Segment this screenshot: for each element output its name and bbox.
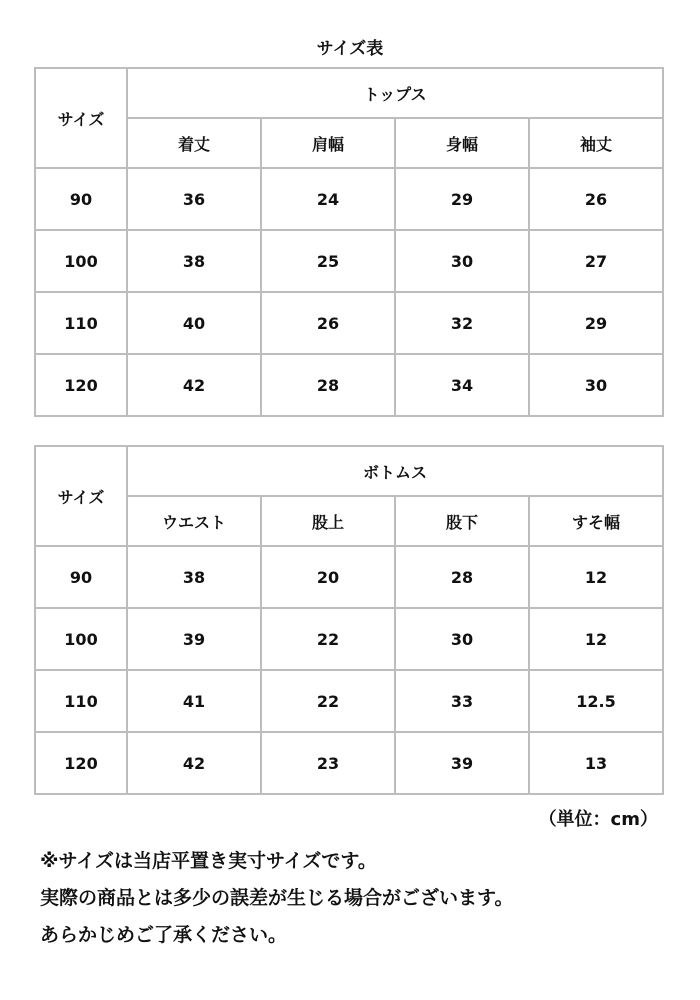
size-cell: 100: [35, 608, 127, 670]
size-cell: 110: [35, 670, 127, 732]
group-label: トップス: [127, 68, 663, 118]
value-cell: 12: [529, 546, 663, 608]
value-cell: 23: [261, 732, 395, 794]
value-cell: 30: [395, 230, 529, 292]
column-header: 股下: [395, 496, 529, 546]
size-cell: 110: [35, 292, 127, 354]
value-cell: 32: [395, 292, 529, 354]
value-cell: 29: [529, 292, 663, 354]
value-cell: 36: [127, 168, 261, 230]
value-cell: 42: [127, 732, 261, 794]
value-cell: 41: [127, 670, 261, 732]
notes: [40, 843, 680, 954]
column-header: すそ幅: [529, 496, 663, 546]
value-cell: 20: [261, 546, 395, 608]
column-header: 股上: [261, 496, 395, 546]
value-cell: 25: [261, 230, 395, 292]
value-cell: 30: [395, 608, 529, 670]
value-cell: 28: [395, 546, 529, 608]
value-cell: 39: [395, 732, 529, 794]
value-cell: 38: [127, 230, 261, 292]
value-cell: 13: [529, 732, 663, 794]
value-cell: 24: [261, 168, 395, 230]
group-label: ボトムス: [127, 446, 663, 496]
note-line: ※サイズは当店平置き実寸サイズです。: [40, 850, 377, 872]
column-header: 袖丈: [529, 118, 663, 168]
value-cell: 34: [395, 354, 529, 416]
unit-label: （単位：cm）: [538, 809, 658, 830]
table-row: [35, 670, 663, 732]
column-header: 身幅: [395, 118, 529, 168]
value-cell: 28: [261, 354, 395, 416]
size-cell: 120: [35, 354, 127, 416]
table-row: [35, 230, 663, 292]
value-cell: 30: [529, 354, 663, 416]
bottoms-size-table: [34, 445, 664, 795]
value-cell: 26: [261, 292, 395, 354]
value-cell: 38: [127, 546, 261, 608]
column-header: ウエスト: [127, 496, 261, 546]
value-cell: 12.5: [529, 670, 663, 732]
note-line: 実際の商品とは多少の誤差が生じる場合がございます。: [40, 887, 514, 909]
column-header: 肩幅: [261, 118, 395, 168]
value-cell: 12: [529, 608, 663, 670]
table-row: [35, 292, 663, 354]
value-cell: 42: [127, 354, 261, 416]
value-cell: 33: [395, 670, 529, 732]
table-row: [35, 546, 663, 608]
value-cell: 39: [127, 608, 261, 670]
size-cell: 100: [35, 230, 127, 292]
table-row: [35, 354, 663, 416]
size-cell: 120: [35, 732, 127, 794]
tops-size-table: [34, 67, 664, 417]
table-row: [35, 168, 663, 230]
page-title: サイズ表: [316, 39, 384, 59]
value-cell: 22: [261, 670, 395, 732]
table-row: [35, 732, 663, 794]
column-header: 着丈: [127, 118, 261, 168]
value-cell: 22: [261, 608, 395, 670]
value-cell: 26: [529, 168, 663, 230]
size-header: サイズ: [35, 446, 127, 546]
size-cell: 90: [35, 168, 127, 230]
table-row: [35, 608, 663, 670]
size-cell: 90: [35, 546, 127, 608]
note-line: あらかじめご了承ください。: [40, 924, 288, 946]
value-cell: 27: [529, 230, 663, 292]
size-header: サイズ: [35, 68, 127, 168]
value-cell: 29: [395, 168, 529, 230]
value-cell: 40: [127, 292, 261, 354]
